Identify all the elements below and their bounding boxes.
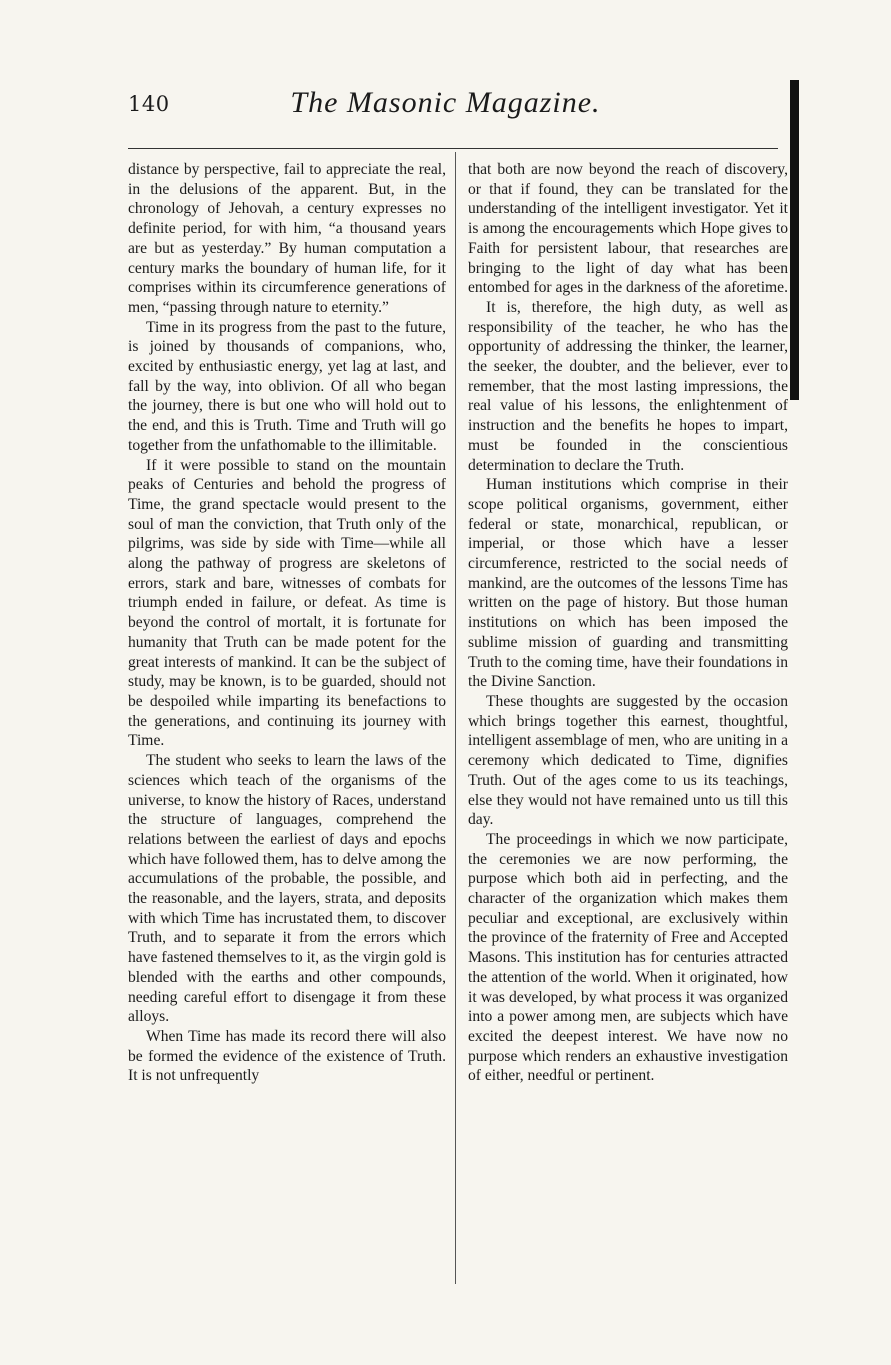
left-column — [128, 160, 446, 1086]
paragraph: The proceedings in which we now participate, the ceremonies we are now performing, the purpose which both aid in perfecting, and the character of the organization which makes them peculiar and exceptional, are exclusively within the province of the fraternity of Free and Accepted Masons. This institution has for centuries attracted the attention of the world. When it originated, how it was developed, by what process it was organized into a power among men, are subjects which have excited the deepest interest. We have now no purpose which renders an exhaustive investigation of either, needful or pertinent. — [468, 830, 788, 1085]
paragraph: When Time has made its record there will also be formed the evidence of the existence of Truth. It is not unfrequently — [128, 1027, 446, 1085]
column-divider — [455, 152, 456, 1284]
running-title: The Masonic Magazine. — [290, 86, 601, 119]
paragraph: Human institutions which comprise in their scope political organisms, government, either federal or state, monarchical, republican, or imperial, or those which have a lesser circumference, restricted to the social needs of mankind, are the outcomes of the lessons Time has written on the page of history. But those human institutions on which has been imposed the sublime mission of guarding and transmitting Truth to the coming time, have their foundations in the Divine Sanction. — [468, 476, 788, 691]
paragraph: that both are now beyond the reach of discovery, or that if found, they can be translated for the understanding of the intelligent investigator. Yet it is among the encouragements which Hope gives to Faith for persistent labour, that researches are bringing to the light of day what has been entombed for ages in the darkness of the aforetime. — [468, 161, 788, 297]
edge-mark — [790, 80, 799, 400]
right-column — [468, 160, 788, 1086]
paragraph: The student who seeks to learn the laws of the sciences which teach of the organisms of the universe, to know the history of Races, understand the structure of languages, comprehend the relations between the earliest of days and epochs which have followed them, has to delve among the accumulations of the probable, the possible, and the reasonable, and the layers, strata, and deposits with which Time has incrustated them, to discover Truth, and to separate it from the errors which have fastened themselves to it, as the virgin gold is blended with the earths and other compounds, needing careful effort to disengage it from these alloys. — [128, 752, 446, 1026]
header-rule — [128, 148, 778, 149]
page-number: 140 — [128, 92, 170, 116]
paragraph: These thoughts are suggested by the occasion which brings together this earnest, thoughtful, intelligent assemblage of men, who are uniting in a ceremony which dedicated to Time, dignifies Truth. Out of the ages come to us its teachings, else they would not have remained unto us till this day. — [468, 692, 788, 829]
paragraph: If it were possible to stand on the mountain peaks of Centuries and behold the progress of Time, the grand spectacle would present to the soul of man the conviction, that Truth only of the pilgrims, was side by side with Time—while all along the pathway of progress are skeletons of errors, stark and bare, witnesses of combats for triumph ended in failure, or defeat. As time is beyond the control of mortalt, it is fortunate for humanity that Truth can be made potent for the great interests of mankind. It can be the subject of study, may be known, is to be guarded, should not be despoiled while imparting its benefactions to the generations, and continuing its journey with Time. — [128, 456, 446, 750]
paragraph: distance by perspective, fail to appreciate the real, in the delusions of the apparent. But, in the chronology of Jehovah, a century expresses no definite period, for with him, “a thousand years are but as yesterday.” By human computation a century marks the boundary of human life, for it comprises within its circumference generations of men, “passing through nature to eternity.” — [128, 161, 446, 316]
paragraph: Time in its progress from the past to the future, is joined by thousands of companions, who, excited by enthusiastic energy, yet lag at last, and fall by the way, into oblivion. Of all who began the journey, there is but one who will hold out to the end, and this is Truth. Time and Truth will go together from the unfathomable to the illimitable. — [128, 318, 446, 454]
paragraph: It is, therefore, the high duty, as well as responsibility of the teacher, he who has the opportunity of addressing the thinker, the learner, the seeker, the doubter, and the believer, ever to remember, that the most lasting impressions, the real value of his lessons, the enlightenment of instruction and the benefits he hopes to impart, must be founded in the conscientious determination to declare the Truth. — [468, 298, 788, 474]
